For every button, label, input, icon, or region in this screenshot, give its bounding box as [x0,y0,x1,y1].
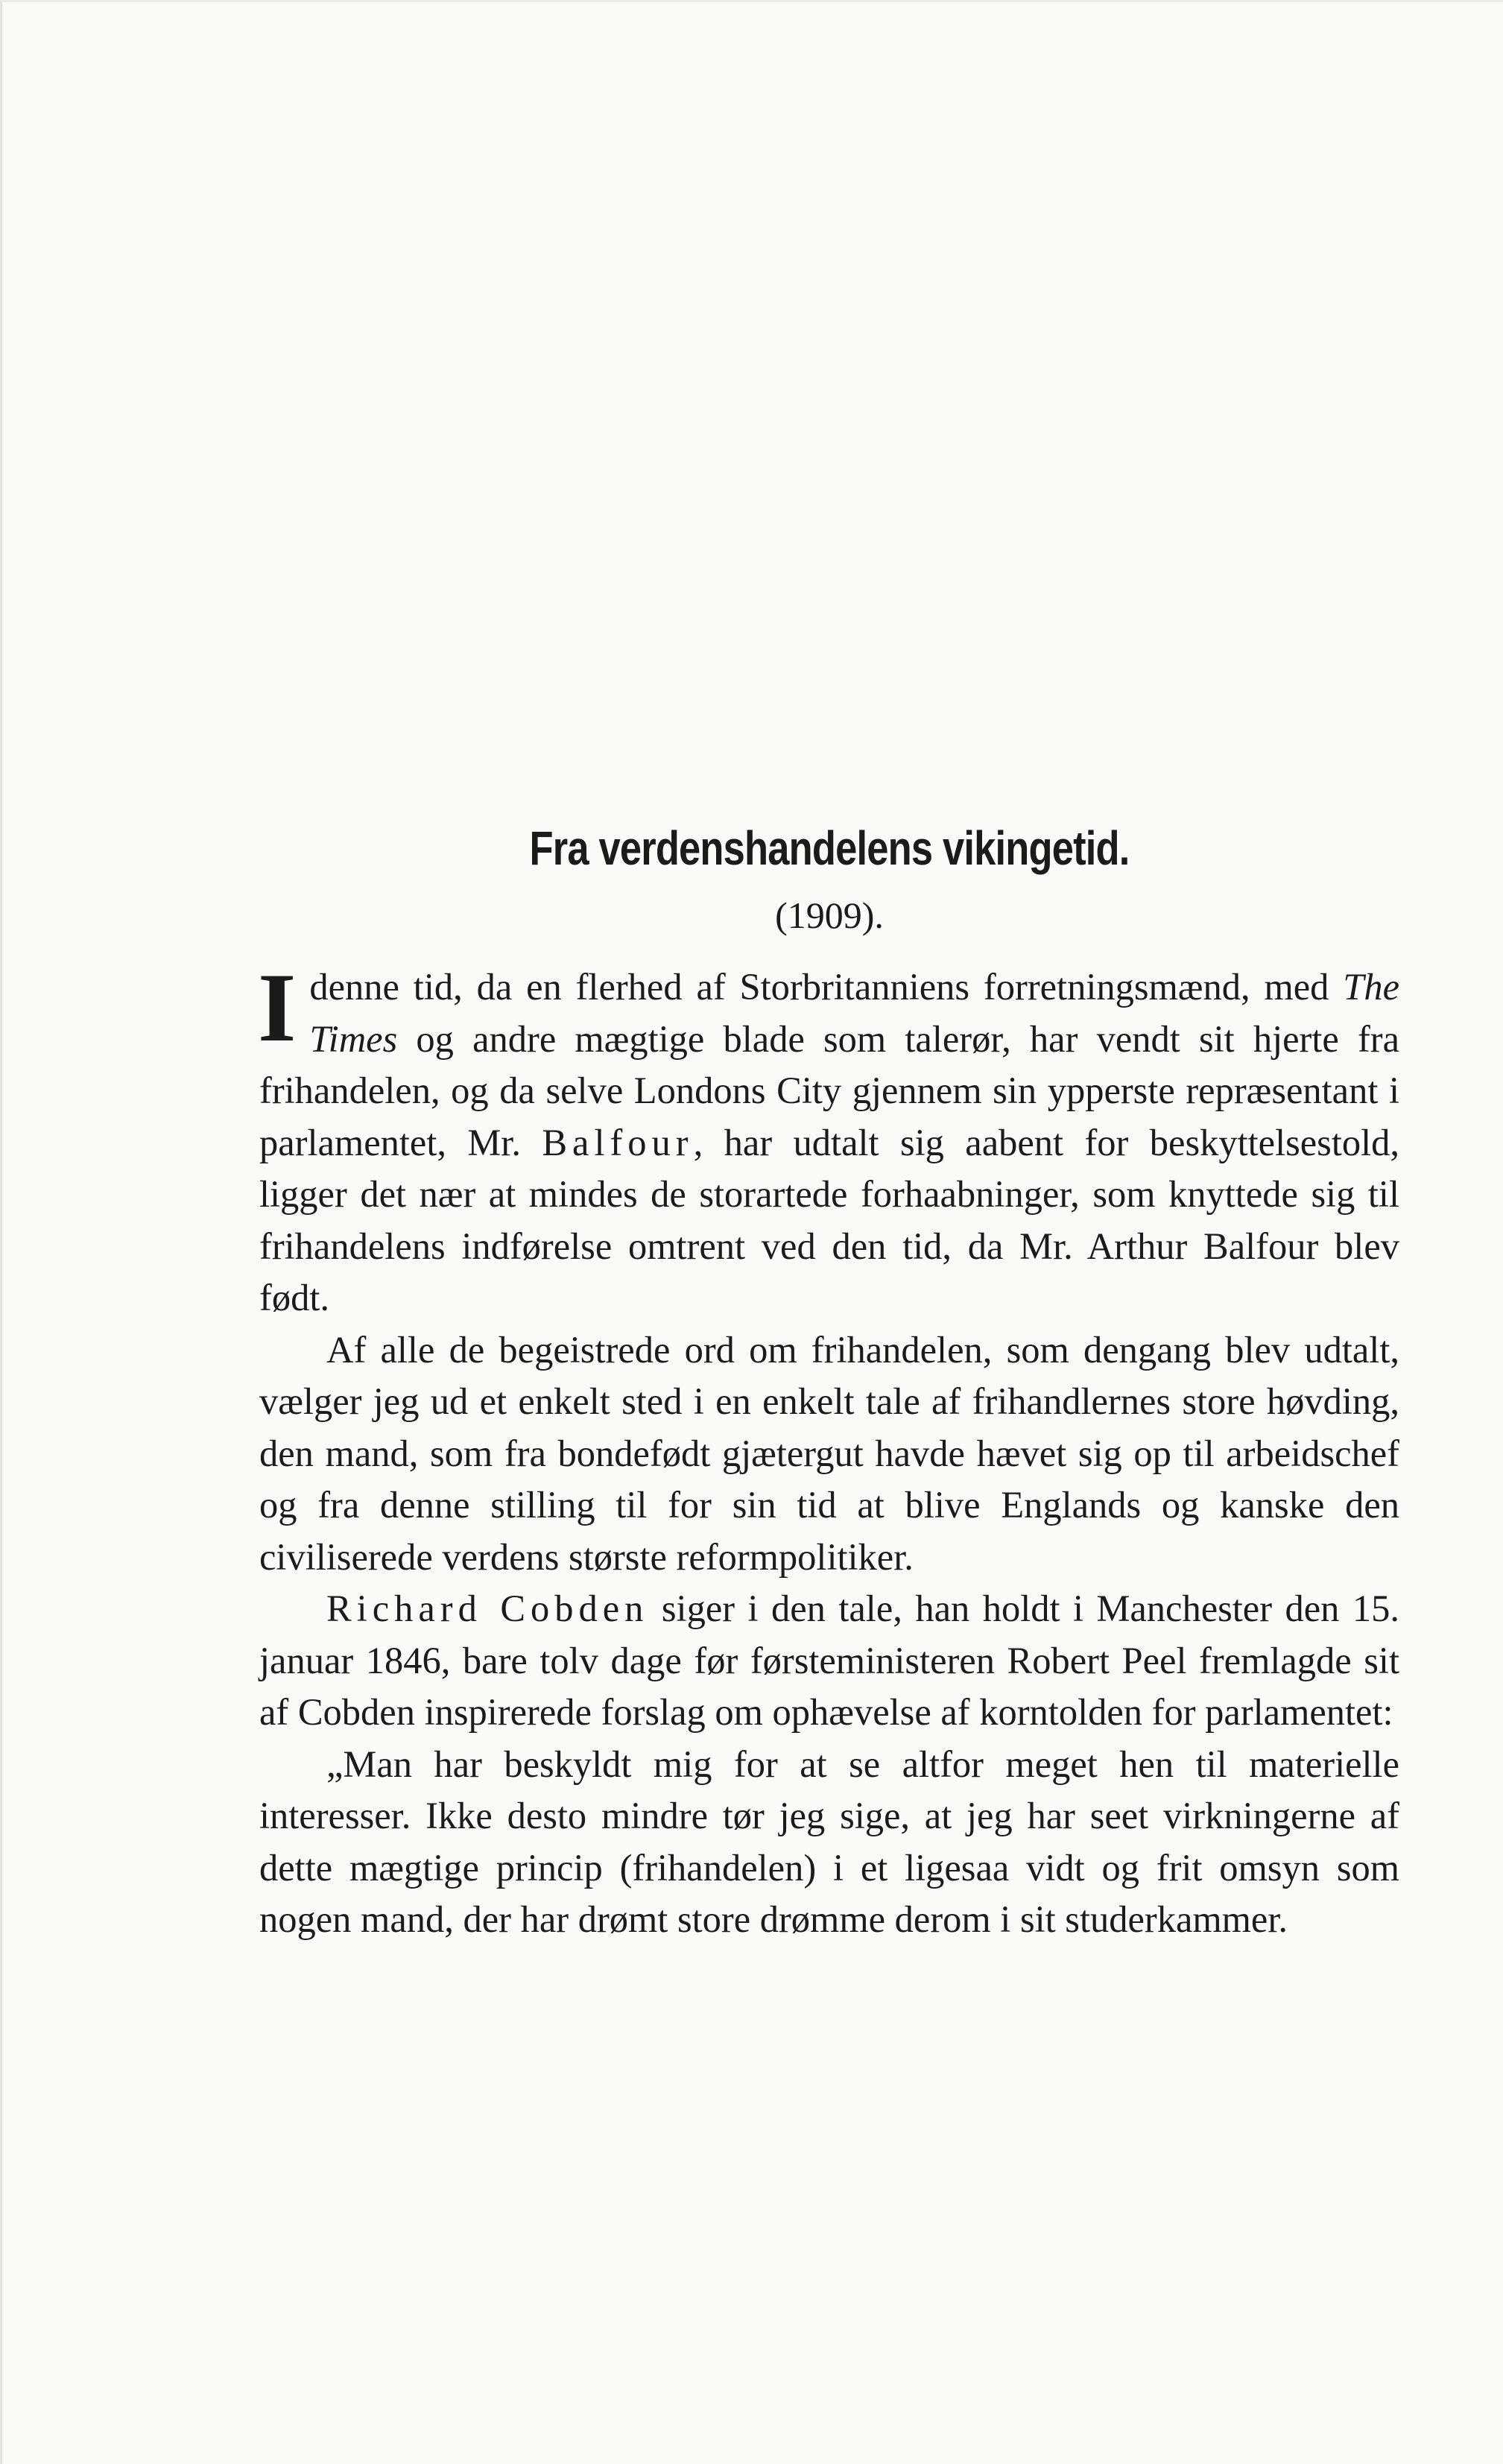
newspaper-title: The Times [309,966,1399,1060]
drop-cap: I [258,953,297,1062]
paragraph-4: „Man har beskyldt mig for at se altfor meget hen til materielle interesser. Ikke desto mindre tør jeg sige, at jeg har seet virkningerne af dette mægtige princip (frihandelen) i et ligesaa vidt og frit omsyn som nogen mand, der har drømt store drømme derom i sit studerkammer. [259,1743,1399,1940]
paragraph-1 [258,953,1400,1324]
text-block [259,818,1399,1946]
paragraph-3 [259,1583,1399,1739]
paragraph-1-text-c: , har udtalt sig aabent for beskyttelsestold, ligger det nær at mindes de storartede forhaabninger, som knyttede sig til frihandelens indførelse omtrent ved den tid, da Mr. Arthur Balfour blev født. [259,1121,1400,1318]
chapter-title: Fra verdenshandelens vikingetid. [529,821,1130,875]
paragraph-1-text-a: denne tid, da en flerhed af Storbritanniens forretningsmænd, med [309,966,1344,1008]
name-cobden: Richard Cobden [326,1588,649,1629]
paragraph-3-text: siger i den tale, han holdt i Manchester den 15. januar 1846, bare tolv dage før førsteministeren Robert Peel fremlagde sit af Cobden inspirerede forslag om ophævelse af korntolden for parlamentet: [259,1588,1399,1733]
paragraph-2: Af alle de begeistrede ord om frihandelen, som dengang blev udtalt, vælger jeg ud et enkelt sted i en enkelt tale af frihandlernes store høvding, den mand, som fra bondefødt gjætergut havde hævet sig op til arbeidschef og fra denne stilling til for sin tid at blive Englands og kanske den civiliserede verdens største reformpolitiker. [259,1328,1399,1578]
chapter-year: (1909). [775,894,884,936]
paragraph-1-text-b: og andre mægtige blade som talerør, har vendt sit hjerte fra frihandelen, og da selve Londons City gjennem sin ypperste repræsentant i parlamentet, Mr. [259,1017,1399,1163]
name-balfour: Balfour [542,1121,694,1163]
